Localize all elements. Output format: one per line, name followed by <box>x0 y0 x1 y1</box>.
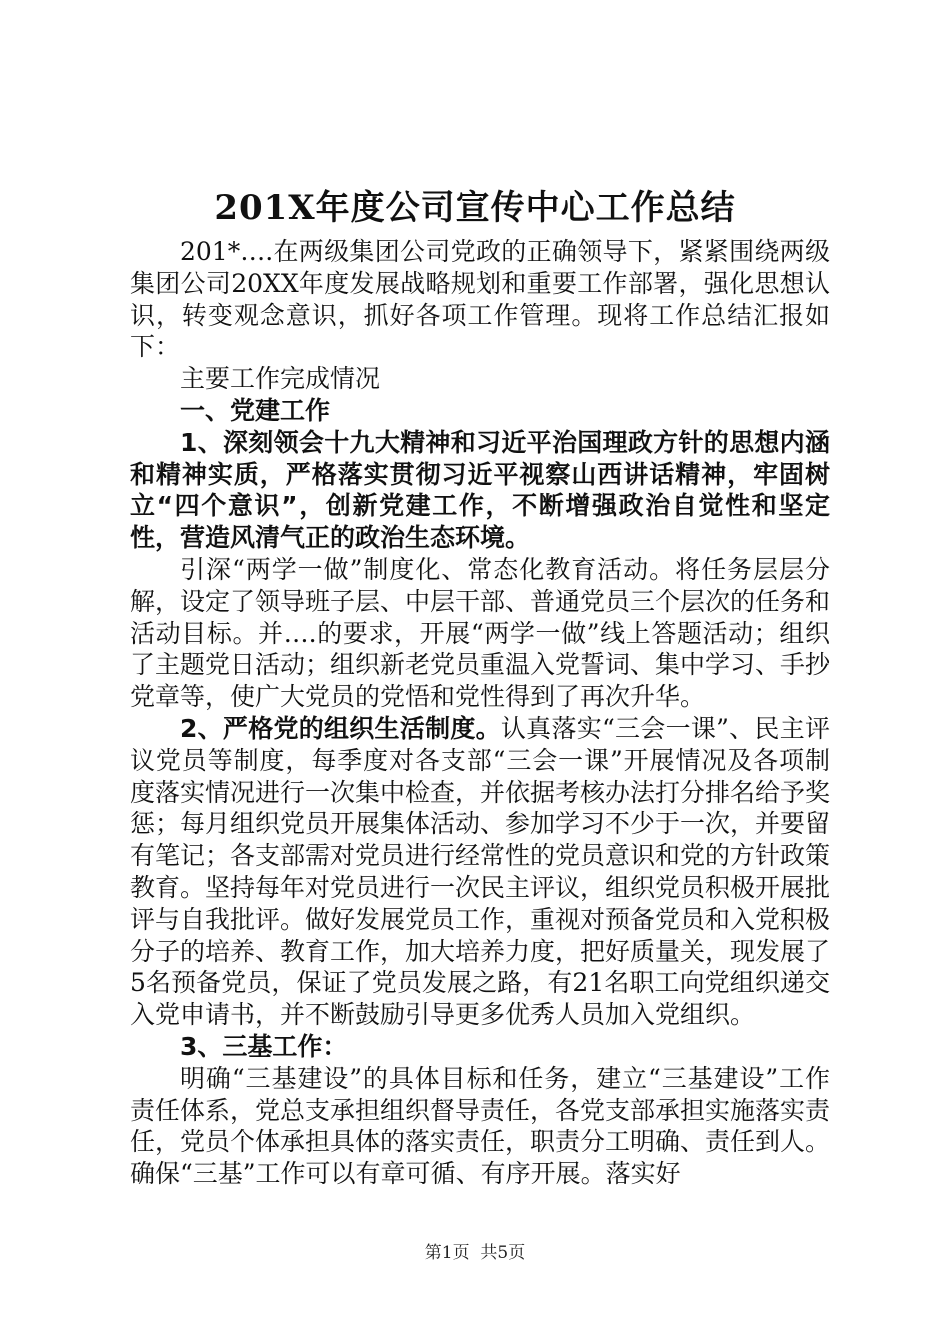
section-heading-main: 主要工作完成情况 <box>180 364 381 394</box>
item-2-paragraph <box>130 713 830 1031</box>
document-body <box>130 236 830 1190</box>
three-basics-paragraph: 明确“三基建设”的具体目标和任务，建立“三基建设”工作责任体系，党总支承担组织督导责任，各党支部承担实施落实责任，党员个体承担具体的落实责任，职责分工明确、责任到人。确保“三基”工作可以有章可循、有序开展。落实好 <box>130 1063 831 1189</box>
item-1-paragraph: 1、深刻领会十九大精神和习近平治国理政方针的思想内涵和精神实质，严格落实贯彻习近平视察山西讲话精神，牢固树立“四个意识”，创新党建工作，不断增强政治自觉性和坚定性，营造风清气正的政治生态环境。 <box>130 427 830 553</box>
item-2-heading: 2、严格党的组织生活制度。 <box>180 713 501 743</box>
intro-paragraph: 201*….在两级集团公司党政的正确领导下，紧紧围绕两级集团公司20XX年度发展战略规划和重要工作部署，强化思想认识，转变观念意识，抓好各项工作管理。现将工作总结汇报如下： <box>130 237 830 362</box>
section-heading-party: 一、党建工作 <box>180 395 331 425</box>
two-studies-paragraph: 引深“两学一做”制度化、常态化教育活动。将任务层层分解，设定了领导班子层、中层干部、普通党员三个层次的任务和活动目标。并….的要求，开展“两学一做”线上答题活动；组织了主题党日活动；组织新老党员重温入党誓词、集中学习、手抄党章等，使广大党员的党悟和党性得到了再次升华。 <box>130 554 831 712</box>
document-title: 201X年度公司宣传中心工作总结 <box>214 188 736 228</box>
item-3-heading: 3、三基工作： <box>180 1031 348 1061</box>
page-footer <box>0 1242 950 1264</box>
page-total: 共5页 <box>480 1243 526 1263</box>
item-2-text: 认真落实“三会一课”、民主评议党员等制度，每季度对各支部“三会一课”开展情况及各项制度落实情况进行一次集中检查，并依据考核办法打分排名给予奖惩；每月组织党员开展集体活动、参加学习不少于一次，并要留有笔记；各支部需对党员进行经常性的党员意识和党的方针政策教育。坚持每年对党员进行一次民主评议，组织党员积极开展批评与自我批评。做好发展党员工作，重视对预备党员和入党积极分子的培养、教育工作，加大培养力度，把好质量关，现发展了5名预备党员，保证了党员发展之路，有21名职工向党组织递交入党申请书，并不断鼓励引导更多优秀人员加入党组织。 <box>130 713 831 1030</box>
page-number: 第1页 <box>424 1243 470 1263</box>
